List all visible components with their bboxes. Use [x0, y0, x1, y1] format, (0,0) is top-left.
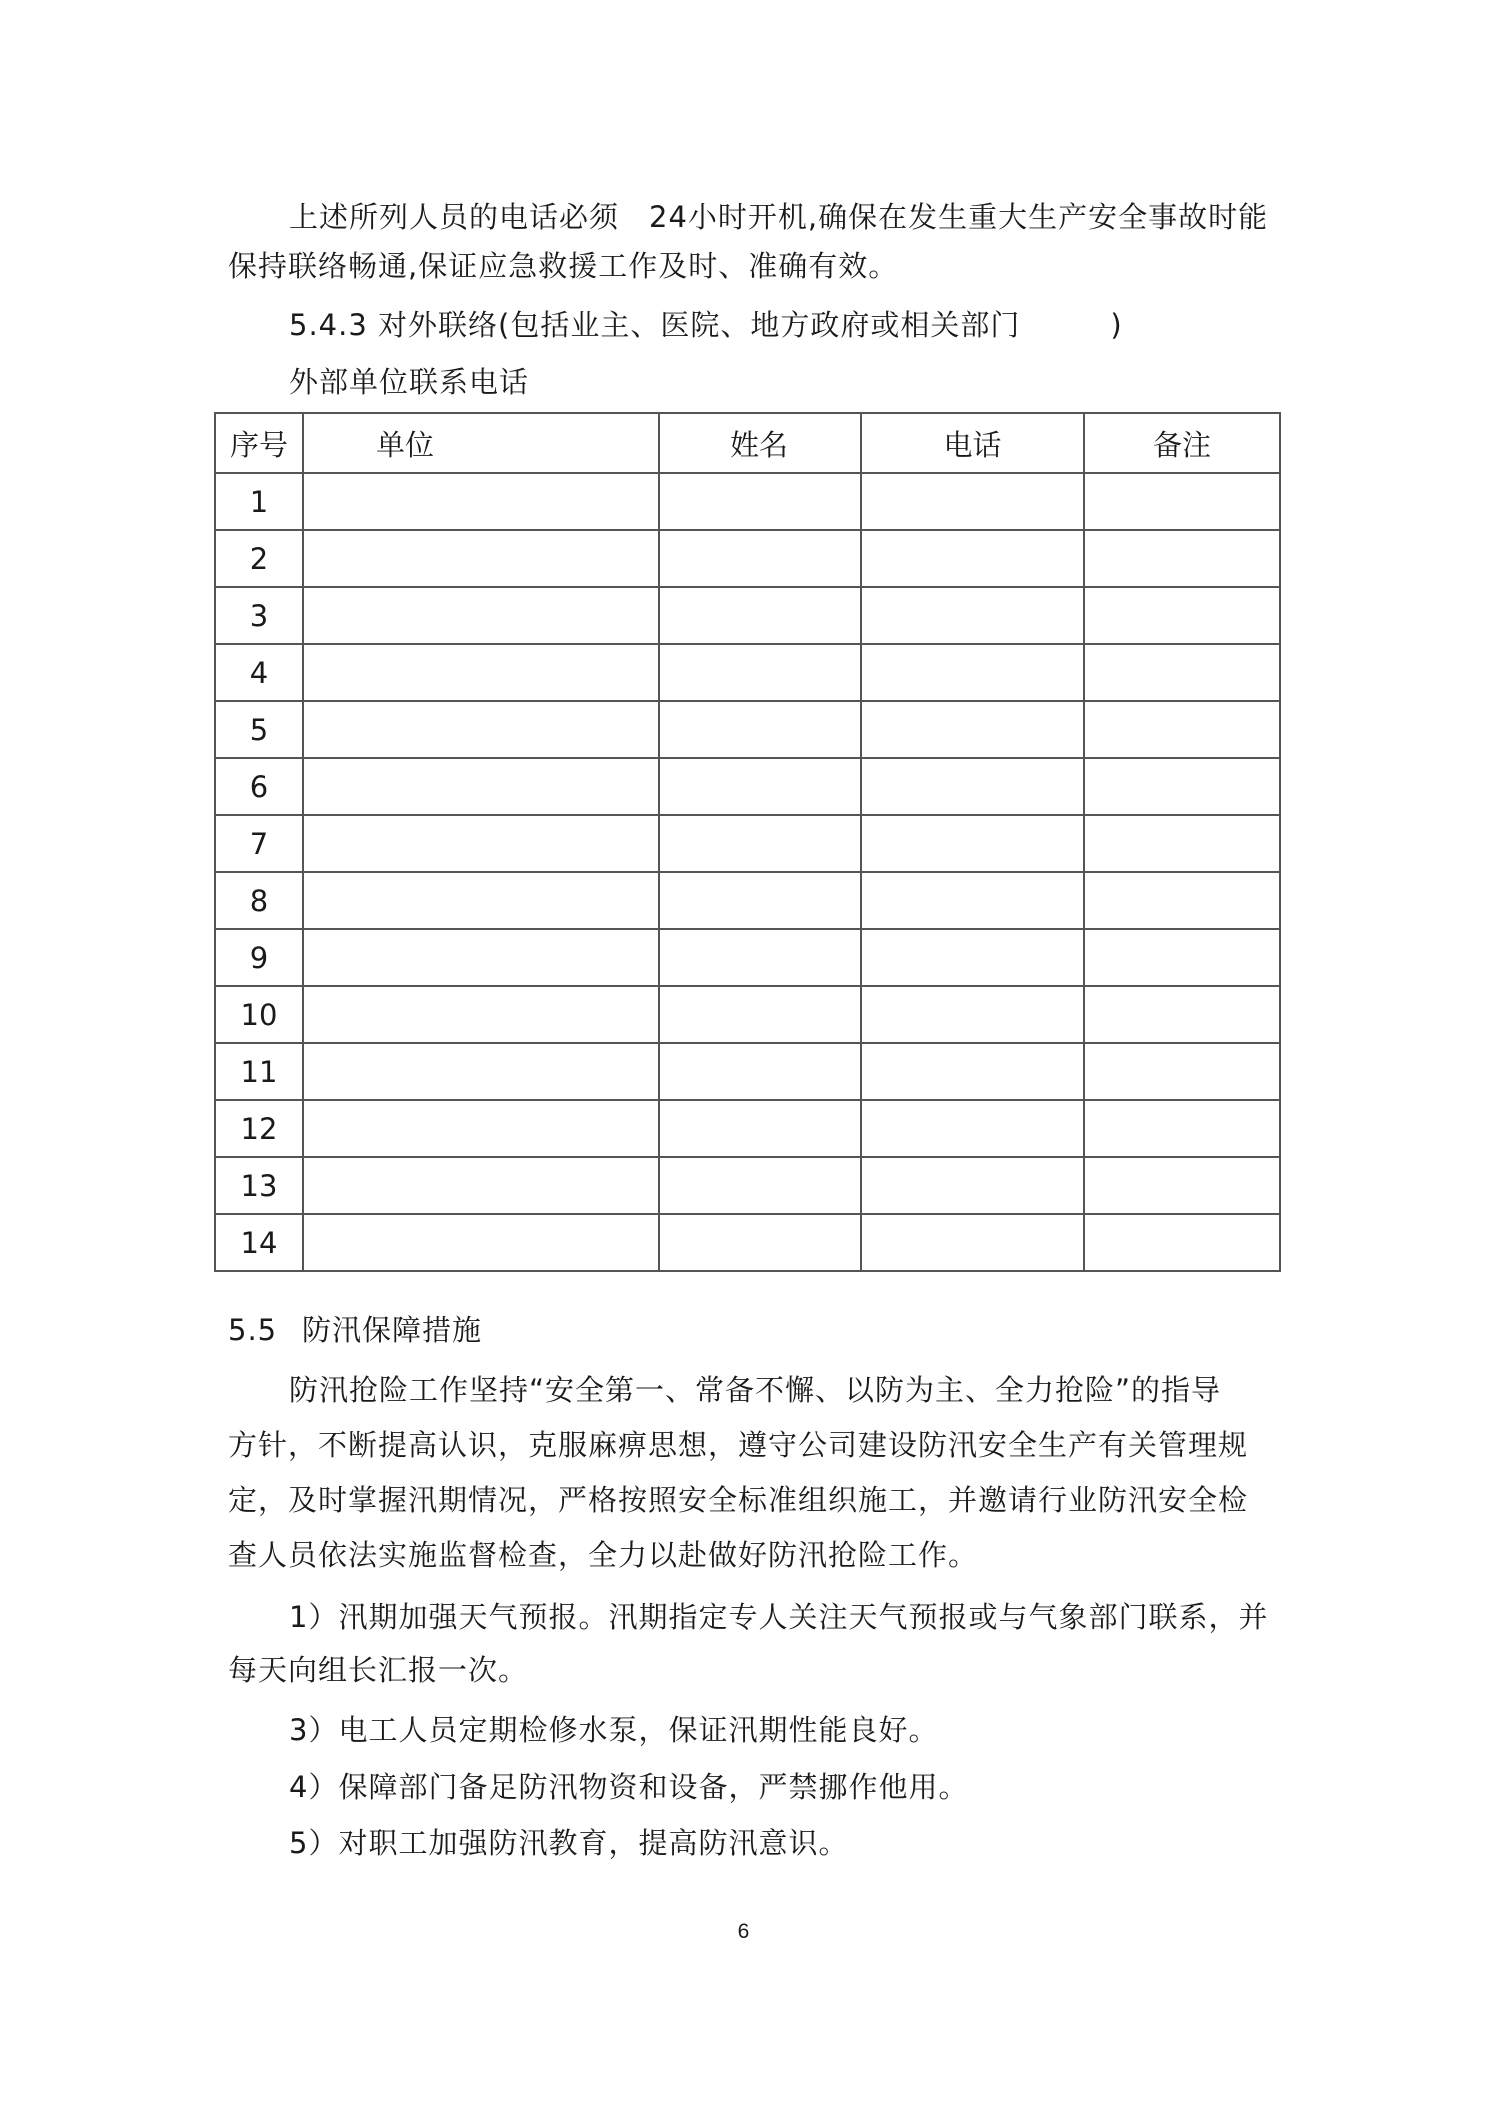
cell-unit: [303, 872, 659, 929]
table-row: [215, 872, 1280, 929]
table-row: [215, 1214, 1280, 1271]
measure-5: 5）对职工加强防汛教育，提高防汛意识。: [289, 1826, 849, 1860]
cell-phone: [861, 1157, 1084, 1214]
cell-phone: [861, 815, 1084, 872]
cell-unit: [303, 1043, 659, 1100]
cell-note: [1084, 1157, 1280, 1214]
cell-unit: [303, 587, 659, 644]
row-index: 9: [215, 929, 303, 986]
cell-phone: [861, 587, 1084, 644]
cell-note: [1084, 530, 1280, 587]
table-row: [215, 1157, 1280, 1214]
cell-note: [1084, 872, 1280, 929]
paragraph1-line1: 上述所列人员的电话必须 24小时开机,确保在发生重大生产安全事故时能: [289, 200, 1269, 234]
cell-name: [659, 815, 861, 872]
cell-name: [659, 758, 861, 815]
measure-1-line1: 1）汛期加强天气预报。汛期指定专人关注天气预报或与气象部门联系，并: [289, 1600, 1269, 1634]
cell-unit: [303, 986, 659, 1043]
cell-note: [1084, 701, 1280, 758]
row-index: 6: [215, 758, 303, 815]
measure-3: 3）电工人员定期检修水泵，保证汛期性能良好。: [289, 1713, 939, 1747]
cell-phone: [861, 1100, 1084, 1157]
contacts-table: [214, 412, 1281, 1272]
row-index: 10: [215, 986, 303, 1043]
cell-unit: [303, 644, 659, 701]
cell-name: [659, 929, 861, 986]
section-543-heading: 5.4.3 对外联络(包括业主、医院、地方政府或相关部门 ): [289, 308, 1123, 342]
cell-note: [1084, 644, 1280, 701]
cell-name: [659, 1100, 861, 1157]
row-index: 3: [215, 587, 303, 644]
table-row: [215, 701, 1280, 758]
table-row: [215, 473, 1280, 530]
row-index: 4: [215, 644, 303, 701]
cell-name: [659, 530, 861, 587]
cell-unit: [303, 1100, 659, 1157]
cell-phone: [861, 929, 1084, 986]
cell-note: [1084, 1214, 1280, 1271]
cell-phone: [861, 530, 1084, 587]
cell-phone: [861, 644, 1084, 701]
cell-phone: [861, 701, 1084, 758]
header-note: 备注: [1084, 413, 1280, 473]
cell-name: [659, 1157, 861, 1214]
cell-note: [1084, 815, 1280, 872]
header-unit: 单位: [303, 413, 659, 473]
header-index: 序号: [215, 413, 303, 473]
table-row: [215, 929, 1280, 986]
cell-unit: [303, 473, 659, 530]
paragraph2-line1: 防汛抢险工作坚持“安全第一、常备不懈、以防为主、全力抢险”的指导: [289, 1373, 1222, 1407]
cell-phone: [861, 1214, 1084, 1271]
section-55-heading: [228, 1310, 482, 1350]
paragraph2-line2: 方针，不断提高认识，克服麻痹思想，遵守公司建设防汛安全生产有关管理规: [228, 1428, 1249, 1462]
cell-name: [659, 1214, 861, 1271]
paragraph1-line2: 保持联络畅通,保证应急救援工作及时、准确有效。: [228, 249, 899, 283]
row-index: 11: [215, 1043, 303, 1100]
paragraph2-line4: 查人员依法实施监督检查，全力以赴做好防汛抢险工作。: [228, 1538, 979, 1572]
contacts-table-body: [215, 473, 1280, 1271]
cell-phone: [861, 1043, 1084, 1100]
row-index: 7: [215, 815, 303, 872]
cell-unit: [303, 929, 659, 986]
table-row: [215, 1043, 1280, 1100]
table-row: [215, 815, 1280, 872]
cell-note: [1084, 1043, 1280, 1100]
measure-1-line2: 每天向组长汇报一次。: [228, 1653, 529, 1687]
section-55-title: 防汛保障措施: [302, 1313, 483, 1347]
header-phone: 电话: [861, 413, 1084, 473]
cell-phone: [861, 758, 1084, 815]
row-index: 14: [215, 1214, 303, 1271]
table-row: [215, 644, 1280, 701]
section-55-number: 5.5: [228, 1313, 278, 1347]
header-name: 姓名: [659, 413, 861, 473]
table-row: [215, 587, 1280, 644]
cell-unit: [303, 815, 659, 872]
row-index: 5: [215, 701, 303, 758]
cell-note: [1084, 1100, 1280, 1157]
cell-unit: [303, 530, 659, 587]
paragraph2-line3: 定，及时掌握汛期情况，严格按照安全标准组织施工，并邀请行业防汛安全检: [228, 1483, 1249, 1517]
cell-unit: [303, 701, 659, 758]
cell-phone: [861, 986, 1084, 1043]
cell-note: [1084, 473, 1280, 530]
row-index: 12: [215, 1100, 303, 1157]
cell-unit: [303, 1214, 659, 1271]
cell-note: [1084, 758, 1280, 815]
table-row: [215, 986, 1280, 1043]
row-index: 1: [215, 473, 303, 530]
cell-unit: [303, 1157, 659, 1214]
cell-name: [659, 644, 861, 701]
row-index: 13: [215, 1157, 303, 1214]
cell-name: [659, 587, 861, 644]
cell-name: [659, 986, 861, 1043]
cell-phone: [861, 872, 1084, 929]
cell-note: [1084, 929, 1280, 986]
cell-name: [659, 872, 861, 929]
cell-name: [659, 1043, 861, 1100]
table-header-row: [215, 413, 1280, 473]
row-index: 8: [215, 872, 303, 929]
cell-name: [659, 701, 861, 758]
table-row: [215, 530, 1280, 587]
page-number: 6: [737, 1920, 750, 1943]
table-row: [215, 1100, 1280, 1157]
cell-note: [1084, 587, 1280, 644]
table-caption: 外部单位联系电话: [289, 365, 530, 399]
cell-unit: [303, 758, 659, 815]
cell-name: [659, 473, 861, 530]
row-index: 2: [215, 530, 303, 587]
table-row: [215, 758, 1280, 815]
measure-4: 4）保障部门备足防汛物资和设备，严禁挪作他用。: [289, 1770, 969, 1804]
cell-phone: [861, 473, 1084, 530]
cell-note: [1084, 986, 1280, 1043]
